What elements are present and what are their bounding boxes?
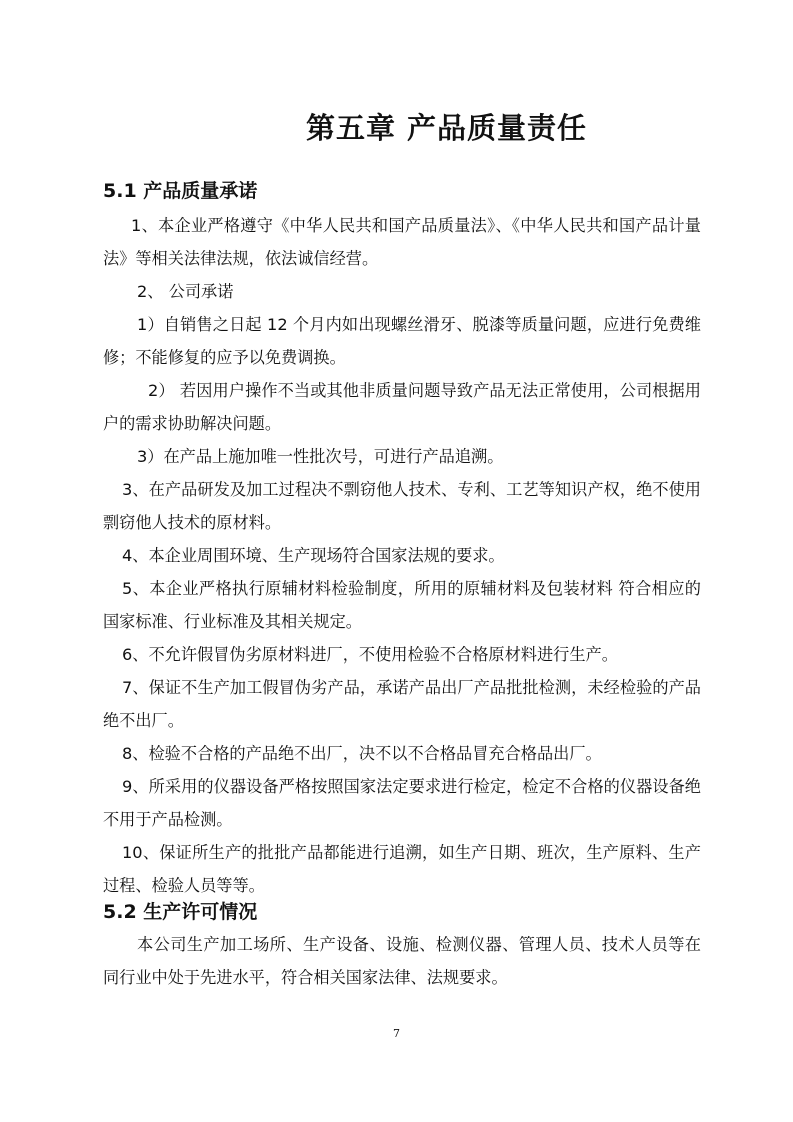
paragraph-10: 7、保证不生产加工假冒伪劣产品，承诺产品出厂产品批批检测，未经检验的产品绝不出厂。 bbox=[103, 678, 701, 730]
page-number: 7 bbox=[393, 1027, 400, 1040]
paragraph-1: 1、本企业严格遵守《中华人民共和国产品质量法》、《中华人民共和国产品计量法》等相关法律法规，依法诚信经营。 bbox=[103, 216, 701, 268]
section-body-5-1 bbox=[103, 209, 701, 902]
paragraph-2: 2、 公司承诺 bbox=[137, 282, 234, 301]
section-heading-5-2: 5.2 生产许可情况 bbox=[103, 901, 258, 923]
paragraph-4: 2） 若因用户操作不当或其他非质量问题导致产品无法正常使用，公司根据用户的需求协助解决问题。 bbox=[103, 381, 701, 433]
paragraph-11: 8、检验不合格的产品绝不出厂，决不以不合格品冒充合格品出厂。 bbox=[122, 744, 602, 763]
paragraph-9: 6、不允许假冒伪劣原材料进厂，不使用检验不合格原材料进行生产。 bbox=[122, 645, 618, 664]
paragraph-7: 4、本企业周围环境、生产现场符合国家法规的要求。 bbox=[122, 546, 505, 565]
section-body-5-2 bbox=[103, 928, 701, 994]
chapter-title: 第五章 产品质量责任 bbox=[305, 111, 588, 145]
paragraph-5: 3）在产品上施加唯一性批次号，可进行产品追溯。 bbox=[137, 447, 504, 466]
paragraph-3: 1）自销售之日起 12 个月内如出现螺丝滑牙、脱漆等质量问题，应进行免费维修；不能修复的应予以免费调换。 bbox=[103, 315, 701, 367]
paragraph-12: 9、所采用的仪器设备严格按照国家法定要求进行检定，检定不合格的仪器设备绝不用于产品检测。 bbox=[103, 777, 701, 829]
paragraph-8: 5、本企业严格执行原辅材料检验制度，所用的原辅材料及包装材料 符合相应的国家标准、行业标准及其相关规定。 bbox=[103, 579, 701, 631]
section-heading-5-1: 5.1 产品质量承诺 bbox=[103, 180, 258, 202]
paragraph-13: 10、保证所生产的批批产品都能进行追溯，如生产日期、班次，生产原料、生产过程、检验人员等等。 bbox=[103, 843, 701, 895]
paragraph-14: 本公司生产加工场所、生产设备、设施、检测仪器、管理人员、技术人员等在同行业中处于先进水平，符合相关国家法律、法规要求。 bbox=[103, 935, 701, 987]
paragraph-6: 3、在产品研发及加工过程决不剽窃他人技术、专利、工艺等知识产权，绝不使用剽窃他人技术的原材料。 bbox=[103, 480, 701, 532]
